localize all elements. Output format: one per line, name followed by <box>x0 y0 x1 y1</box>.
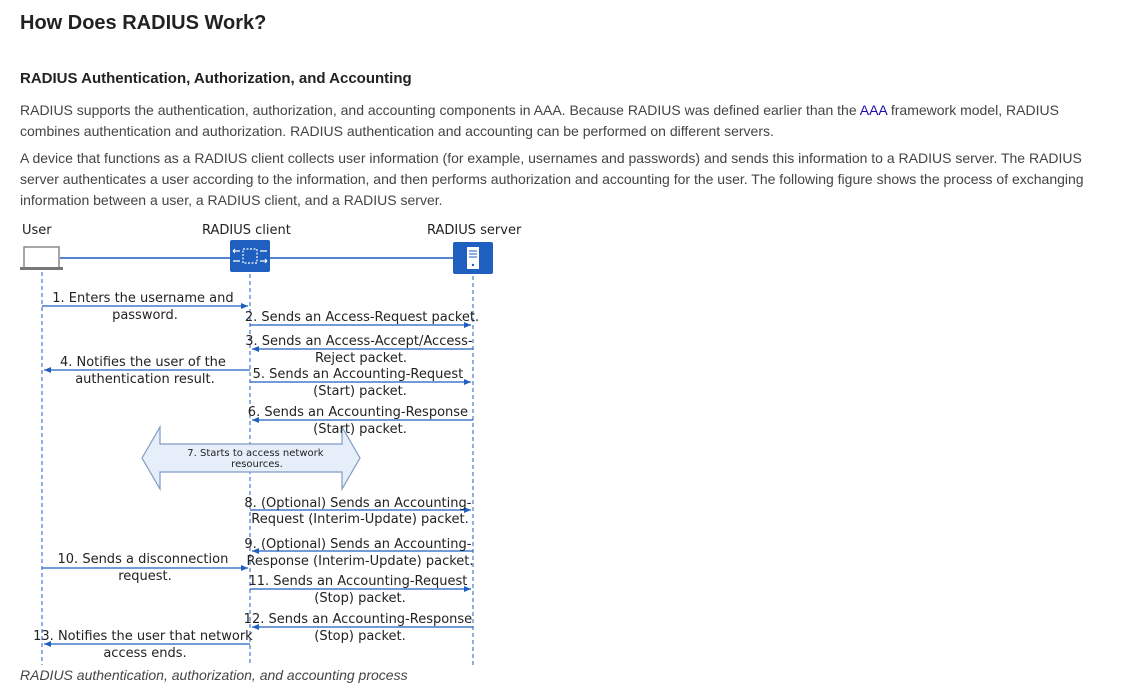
intro-text-start: RADIUS supports the authentication, authorization, and accounting components in AAA. Because RADIUS was defined earlier than the <box>20 102 860 118</box>
step-13-line-2: access ends. <box>103 646 187 661</box>
step-1-label <box>52 291 238 323</box>
step-12-label <box>244 612 477 644</box>
step-5-label <box>253 367 468 399</box>
actor-user-label: User <box>22 223 52 238</box>
step-10-line-1: 10. Sends a disconnection <box>57 552 229 567</box>
step-5-line-1: 5. Sends an Accounting-Request <box>252 367 464 382</box>
step-11-line-1: 11. Sends an Accounting-Request <box>248 574 468 589</box>
step-13-label <box>33 629 257 661</box>
step-4-label <box>60 355 230 387</box>
step-10-line-2: request. <box>118 569 172 584</box>
step-5-line-2: (Start) packet. <box>313 384 407 399</box>
step-4-line-2: authentication result. <box>75 372 215 387</box>
section-title: RADIUS Authentication, Authorization, and Accounting <box>20 70 412 87</box>
step-7-line-2: resources. <box>231 459 283 470</box>
step-6-line-2: (Start) packet. <box>313 422 407 437</box>
step-2-line-1: 2. Sends an Access-Request packet. <box>244 310 480 325</box>
step-2-label <box>245 310 479 325</box>
step-6-line-1: 6. Sends an Accounting-Response <box>247 405 469 420</box>
step-4-line-1: 4. Notifies the user of the <box>59 355 226 370</box>
step-11-label <box>248 574 471 606</box>
step-8-label <box>244 496 475 527</box>
router-icon <box>230 240 270 272</box>
step-3-line-2: Reject packet. <box>314 351 408 366</box>
figure-caption: RADIUS authentication, authorization, and accounting process <box>20 667 408 683</box>
step-1-line-1: 1. Enters the username and <box>52 291 234 306</box>
step-12-line-1: 12. Sends an Accounting-Response <box>243 612 473 627</box>
laptop-icon <box>20 247 63 270</box>
step-9-label <box>244 537 475 569</box>
step-3-label <box>245 334 476 366</box>
step-12-line-2: (Stop) packet. <box>314 629 406 644</box>
step-8-line-1: 8. (Optional) Sends an Accounting- <box>244 496 472 511</box>
step-13-line-1: 13. Notifies the user that network <box>33 629 253 644</box>
step-labels <box>33 291 479 661</box>
step-9-line-2: Response (Interim-Update) packet. <box>246 554 474 569</box>
step-6-label <box>248 405 472 437</box>
process-paragraph: A device that functions as a RADIUS client collects user information (for example, usernames and passwords) and sends this information to a RADIUS server. The RADIUS server authenticates a user according to the information, and then performs authorization and accounting for the user. The following figure shows the process of exchanging information between a user, a RADIUS client, and a RADIUS server. <box>20 150 1084 208</box>
actor-server-label: RADIUS server <box>427 223 522 238</box>
actor-client-label: RADIUS client <box>202 223 291 238</box>
step-3-line-1: 3. Sends an Access-Accept/Access- <box>245 334 473 349</box>
intro-text-end: framework model, RADIUS combines authentication and authorization. RADIUS authentication and accounting can be performed on different servers. <box>20 102 1059 139</box>
page-title: How Does RADIUS Work? <box>20 12 267 34</box>
step-11-line-2: (Stop) packet. <box>314 591 406 606</box>
step-1-line-2: password. <box>112 308 178 323</box>
aaa-link[interactable]: AAA <box>859 102 887 118</box>
step-8-line-2: Request (Interim-Update) packet. <box>251 512 469 527</box>
server-icon <box>453 242 493 274</box>
step-9-line-1: 9. (Optional) Sends an Accounting- <box>244 537 472 552</box>
step-7-line-1: 7. Starts to access network <box>187 448 324 459</box>
